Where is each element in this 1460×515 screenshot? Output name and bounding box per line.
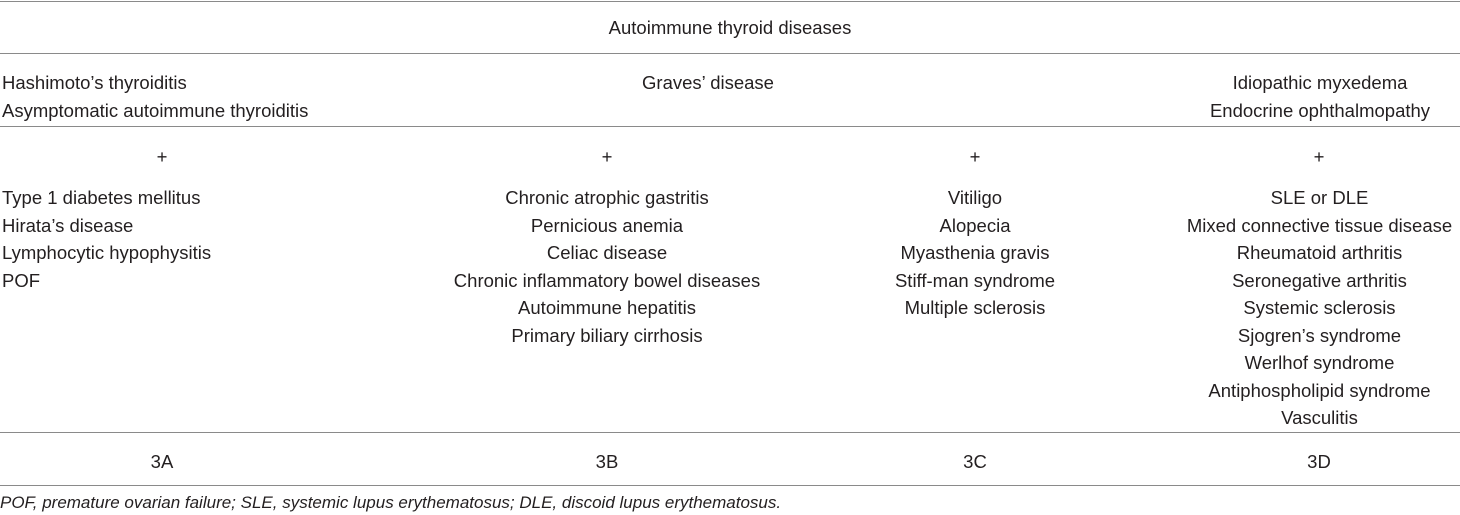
list-item: Hashimoto’s thyroiditis (2, 72, 187, 93)
thyroid-group-myxedema (1180, 69, 1460, 124)
type-label-3d: 3D (1307, 451, 1331, 472)
list-item: Endocrine ophthalmopathy (1209, 99, 1431, 121)
plus-sign-3b: + (601, 146, 613, 167)
list-item: Seronegative arthritis (1232, 269, 1407, 291)
table-footnote: POF, premature ovarian failure; SLE, systemic lupus erythematosus; DLE, discoid lupus erythematosus. (0, 493, 782, 512)
list-item: Asymptomatic autoimmune thyroiditis (2, 99, 309, 121)
thyroid-group-graves (548, 69, 868, 97)
list-item: Chronic inflammatory bowel diseases (453, 269, 761, 291)
disease-list-3b (397, 184, 817, 349)
list-item: Sjogren’s syndrome (1237, 324, 1402, 346)
type-label-3a: 3A (150, 451, 174, 472)
list-item: Vasculitis (1281, 407, 1358, 428)
list-item: Lymphocytic hypophysitis (2, 242, 212, 263)
list-item: Antiphospholipid syndrome (1208, 379, 1431, 401)
list-item: Stiff-man syndrome (894, 269, 1056, 291)
title-rule (0, 53, 1460, 54)
diseases-rule (0, 432, 1460, 433)
disease-list-3d (1179, 184, 1460, 432)
list-item: SLE or DLE (1270, 187, 1369, 208)
list-item: Myasthenia gravis (900, 242, 1050, 263)
list-item: Alopecia (939, 214, 1011, 236)
list-item: Celiac disease (546, 242, 668, 263)
list-item: Mixed connective tissue disease (1186, 214, 1453, 236)
list-item: Hirata’s disease (2, 214, 134, 236)
list-item: Vitiligo (947, 187, 1003, 208)
list-item: Type 1 diabetes mellitus (2, 187, 201, 208)
list-item: Rheumatoid arthritis (1236, 242, 1403, 263)
type-label-3b: 3B (595, 451, 619, 472)
table-title: Autoimmune thyroid diseases (608, 17, 852, 38)
plus-sign-3c: + (969, 146, 981, 167)
list-item: Werlhof syndrome (1244, 352, 1395, 373)
list-item: Graves’ disease (642, 72, 774, 93)
thyroid-group-hashimoto (2, 69, 308, 124)
groups-rule (0, 126, 1460, 127)
list-item: Pernicious anemia (530, 214, 684, 236)
plus-sign-3d: + (1313, 146, 1325, 167)
list-item: Systemic sclerosis (1243, 297, 1396, 318)
type-label-3c: 3C (963, 451, 987, 472)
list-item: Multiple sclerosis (904, 297, 1046, 318)
list-item: Primary biliary cirrhosis (511, 324, 703, 346)
disease-list-3a (2, 184, 211, 294)
list-item: Idiopathic myxedema (1232, 72, 1408, 93)
list-item: POF (2, 269, 41, 291)
top-rule (0, 1, 1460, 2)
bottom-rule (0, 485, 1460, 486)
list-item: Chronic atrophic gastritis (505, 187, 709, 208)
list-item: Autoimmune hepatitis (518, 297, 696, 318)
disease-list-3c (845, 184, 1105, 322)
plus-sign-3a: + (156, 146, 168, 167)
